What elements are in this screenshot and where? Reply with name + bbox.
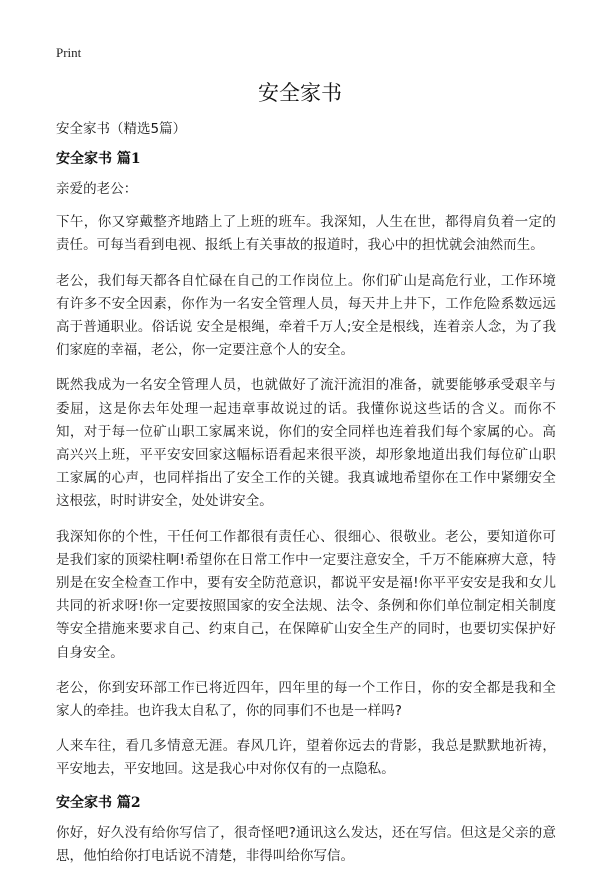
section-heading: 安全家书 篇1 [56, 151, 141, 167]
letter-section-1 [56, 150, 556, 782]
document-subtitle: 安全家书（精选5篇） [56, 121, 187, 137]
paragraph: 老公，我们每天都各自忙碌在自己的工作岗位上。你们矿山是高危行业，工作环境有许多不安全因素，你作为一名安全管理人员，每天井上井下，工作危险系数远远高于普通职业。俗话说 安全是根绳，牵着千万人;安全是根线，连着亲人念，为了我们家庭的幸福，老公，你一定要注意个人的安全。 [56, 272, 556, 359]
section-heading: 安全家书 篇2 [56, 794, 141, 811]
letter-section-2 [56, 794, 556, 868]
document-title: 安全家书 [258, 81, 342, 105]
paragraph: 老公，你到安环部工作已将近四年，四年里的每一个工作日，你的安全都是我和全家人的牵挂。也许我太自私了，你的同事们不也是一样吗? [56, 679, 556, 720]
paragraph: 人来车往，看几多情意无涯。春风几许，望着你远去的背影，我总是默默地祈祷，平安地去，平安地回。这是我心中对你仅有的一点隐私。 [56, 738, 556, 778]
paragraph: 我深知你的个性，干任何工作都很有责任心、很细心、很敬业。老公，要知道你可是我们家的顶梁柱啊!希望你在日常工作中一定要注意安全，千万不能麻痹大意，特别是在安全检查工作中，要有安全防范意识，都说平安是福!你平平安安是我和女儿共同的祈求呀!你一定要按照国家的安全法规、法令、条例和你们单位制定相关制度等安全措施来要求自己、约束自己，在保障矿山安全生产的同时，也要切实保护好自身安全。 [56, 528, 556, 661]
document-body [56, 120, 556, 880]
print-link[interactable]: Print [56, 45, 82, 60]
salutation: 亲爱的老公： [56, 181, 138, 197]
paragraph: 下午，你又穿戴整齐地踏上了上班的班车。我深知，人生在世，都得肩负着一定的责任。可每当看到电视、报纸上有关事故的报道时，我心中的担忧就会油然而生。 [56, 214, 556, 254]
paragraph: 你好，好久没有给你写信了，很奇怪吧?通讯这么发达，还在写信。但这是父亲的意思，他怕给你打电话说不清楚，非得叫给你写信。 [56, 824, 556, 864]
paragraph: 既然我成为一名安全管理人员，也就做好了流汗流泪的准备，就要能够承受艰辛与委屈，这是你去年处理一起违章事故说过的话。我懂你说这些话的含义。而你不知，对于每一位矿山职工家属来说，你们的安全同样也连着我们每个家属的心。高高兴兴上班，平平安安回家这幅标语看起来很平淡，却形象地道出我们每位矿山职工家属的心声，也同样指出了安全工作的关键。我真诚地希望你在工作中紧绷安全这根弦，时时讲安全，处处讲安全。 [56, 377, 556, 510]
